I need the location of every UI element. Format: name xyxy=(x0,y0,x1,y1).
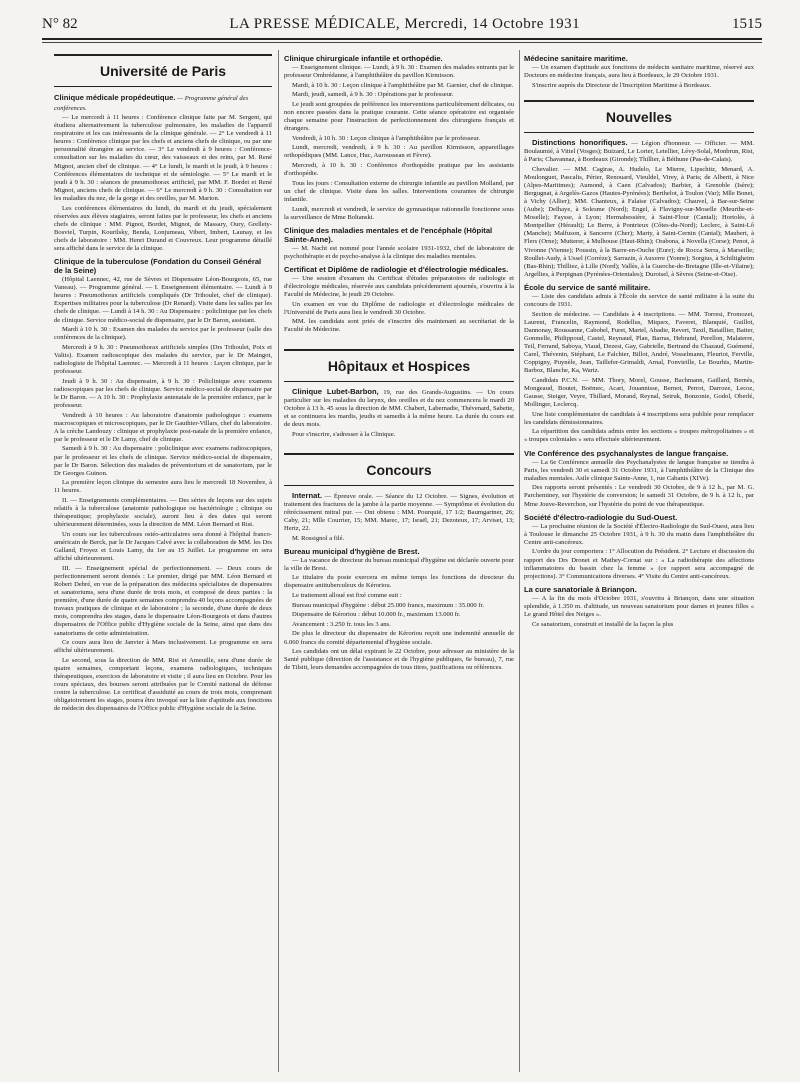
article-paragraph: — Une session d'examen du Certificat d'études préparatoires de radiologie et d'électrologie médicales, réservée aux candidats précédemment ajournés, s'ouvrira à la Faculté de Médecine, le jeudi 29 Octobre. xyxy=(284,274,514,299)
page-number: 1515 xyxy=(731,15,762,32)
article-paragraph: Candidats P.C.N. — MM. Thory, Morel, Gousse, Bachmann, Gaillard, Bernès, Mongeaud, Boutet, Boëmec, Acart, Jouannisse, Bernot, Perrot, Darroze, Lecoz, Gausse, Steiger, Veyre, Thillard, Morand, Reynal, Setruk, Bonzonie, Godol, Oberlé, Mollinger, Leclercq. xyxy=(524,376,754,409)
article-paragraph: — La vacance de directeur du bureau municipal d'hygiène est déclarée ouverte pour la ville de Brest. xyxy=(284,556,514,572)
article-paragraph: Clinique Lubet-Barbon, 19, rue des Grands-Augustins. — Un cours particulier sur les maladies du larynx, des oreilles et du nez commencera le mardi 20 Octobre à 13 h. 45 sous la direction de MM. Chabert, Labernadie, Thévenard, Sabette, et se continuera les mardis, jeudis et samedis à la même heure. La durée du cours est de deux mois. xyxy=(284,386,514,428)
article-paragraph: Ce cours aura lieu de Janvier à Mars inclusivement. Le programme en sera affiché ultérieurement. xyxy=(54,639,272,655)
article-paragraph: Le second, sous la direction de MM. Rist et Ameuille, sera d'une durée de quatre semaines, comportant leçons, examens radiologiques, techniques thérapeutiques, exercices de laboratoire et visite ; il aura lieu en Octobre. Pour les cours spéciaux, des bourses seront attribuées par le Comité national de défense contre la tuberculose. Le certificat d'assiduité au cours de trois mois, comprenant obligatoirement les stages, pourra être invoqué sur la liste d'aptitude aux fonctions de médecin des dispensaires de l'Office public d'Hygiène sociale de la Seine. xyxy=(54,656,272,713)
article-paragraph: Le traitement alloué est fixé comme suit : xyxy=(292,592,402,600)
article-paragraph: Lundi, mercredi et vendredi, le service de gymnastique rationnelle fonctionne sous la surveillance de Mme Boltanski. xyxy=(284,205,514,221)
article-paragraph: — Liste des candidats admis à l'École du service de santé militaire à la suite du concours de 1931. xyxy=(524,292,754,308)
article-heading: Société d'électro-radiologie du Sud-Ouest. xyxy=(524,512,678,522)
issue-number: N° 82 xyxy=(42,15,78,32)
article-heading: Clinique médicale propédeutique. — Programme général des conférences. xyxy=(54,93,249,112)
article-paragraph: L'ordre du jour comportera : 1° Allocution du Président. 2° Lecture et discussion du rapport des Drs Dronet et Mathey-Cornat sur : « La radiothérapie des affections inflammatoires du bassin chez la femme » (ce rapport sera accompagné de projections). 3° Communications diverses. 4° Visite du Centre anti-cancéreux. xyxy=(524,548,754,580)
article-paragraph: Des rapports seront présentés : Le vendredi 30 Octobre, de 9 à 12 h., par M. G. Parcheminey, sur l'hystérie de conversion; le samedi 31 Octobre, de 9 h. à 12 h., par Mme Jouve-Reverchon, sur l'hystérie du point de vue thérapeutique. xyxy=(524,484,754,508)
article-paragraph: (Hôpital Laennec, 42, rue de Sèvres et Dispensaire Léon-Bourgeois, 65, rue Vaneau). — Programme général. — I. Enseignement élémentaire. — Lundi à 9 heures : Pneumothorax artificiels compliqués (Dr Trihoulet, chef de clinique). Expertises militaires pour la tuberculose (Dr Renard). Visite dans les salles par les chefs de clinique. — Lundi à 14 h. 30 : Au Dispensaire : policlinique par les chefs de clinique. Service médico-social de dispensaire, par le Dr Baron, assistant. xyxy=(54,276,272,324)
article-paragraph: Tous les jours : Consultation externe de chirurgie infantile au pavillon Molland, par un chef de clinique. Visite dans les salles. Interventions courantes de chirurgie infantile. xyxy=(284,179,514,203)
journal-title: LA PRESSE MÉDICALE, Mercredi, 14 Octobre 1931 xyxy=(229,15,581,32)
section-rule xyxy=(54,86,272,87)
header-rule-thin xyxy=(42,42,762,43)
article-paragraph: — Le mercredi à 11 heures : Conférence clinique faite par M. Sergent, qui étudiera alternativement la tuberculose pulmonaire, les maladies de l'appareil respiratoire et les cas intéressants de la clinique générale. — 2° Le vendredi à 11 heures : Conférence clinique par les chefs et anciens chefs de clinique, ou par une personnalité étrangère au service. — 3° Le vendredi à 9 heures : Conférence-consultation sur les maladies du cœur, des vaisseaux et des reins, par M. René Mignot, ancien chef de clinique. — 4° Le lundi, le mardi et le jeudi, à 9 heures : Conférences élémentaires de technique et de sémiologie. — 5° Le mardi et le jeudi à 9 h. 30 : séances de pneumothorax artificiel, par MM. F. Bordet et René Mignot, anciens chefs de clinique. — 6° Le mercredi à 9 h. 30 : Consultation sur les maladies du nez, de la gorge et des oreilles, par M. Marion. xyxy=(54,114,272,202)
section-title-concours: Concours xyxy=(366,461,432,478)
article-heading: Clinique de la tuberculose (Fondation du Conseil Général de la Seine) xyxy=(54,257,262,276)
article-paragraph: Le titulaire du poste exercera en même temps les fonctions de directeur du dispensaire antituberculeux de Kéroriou. xyxy=(284,574,514,590)
article-paragraph: Bureau municipal d'hygiène : début 25.000 francs, maximum : 35.000 fr. xyxy=(292,601,485,609)
running-header xyxy=(42,12,762,36)
section-rule xyxy=(54,54,272,56)
article-paragraph: Mardi à 10 h. 30 : Examen des malades du service par le professeur (salle des conférences de la clinique). xyxy=(54,326,272,342)
article-paragraph: MM. les candidats sont priés de s'inscrire dès maintenant au secrétariat de la Faculté de Médecine. xyxy=(284,318,514,334)
article-paragraph: Mercredi à 9 h. 30 : Pneumothorax artificiels simples (Drs Trihoulet, Poix et Valtis). Examen radioscopique des malades du service, par le Dr Maingot, radiologiste de l'hôpital Laennec. — Mercredi à 11 heures : Leçon clinique, par le professeur. xyxy=(54,343,272,376)
article-paragraph: Un cours sur les tuberculoses ostéo-articulaires sera donné à l'hôpital franco-américain de Berck, par le Dr Jacques Calvé avec la collaboration de MM. les Drs Galland, Froyez et Louis Lamy, du 1er au 15 Juillet. Le programme en sera affiché ultérieurement. xyxy=(54,530,272,563)
header-rule xyxy=(42,38,762,40)
article-paragraph: Samedi à 9 h. 30 : Au dispensaire : policlinique avec examens radioscopiques, par le professeur et les chefs de clinique. Service médico-social de dispensaire, par le Dr Baron. Sélection des malades de préventorium et de sanatorium, par le Dr Georges Guinon. xyxy=(54,445,272,477)
article-paragraph: — A la fin du mois d'Octobre 1931, s'ouvrira à Briançon, dans une situation splendide, à 1.350 m. d'altitude, un nouveau sanatorium pour dames et jeunes filles « Le grand Hôtel des Neiges ». xyxy=(524,594,754,618)
column-3 xyxy=(524,50,754,1072)
article-heading: Clinique des maladies mentales et de l'encéphale (Hôpital Sainte-Anne). xyxy=(284,225,493,244)
article-paragraph: — La 6e Conférence annuelle des Psychanalystes de langue française se tiendra à Paris, les vendredi 30 et samedi 31 Octobre 1931, à l'amphithéâtre de la Clinique des maladies mentales. Asile clinique Sainte-Anne, 1, rue Cabanis (XIVe). xyxy=(524,458,754,482)
article-heading: Clinique chirurgicale infantile et orthopédie. xyxy=(284,54,443,63)
article-paragraph: Une liste complémentaire de candidats à 4 inscriptions sera publiée pour remplacer les candidats démissionnaires. xyxy=(524,410,754,426)
article-paragraph: Les conférences élémentaires du lundi, du mardi et du jeudi, spécialement réservées aux élèves stagiaires, seront faites par le professeur, les chefs et anciens chefs de clinique : MM. Pignot, Bordet, Mignot, de Massary, Oury, Grellety-Bosviel, Turpin, Kourilsky, Benda, Lonjumeau, Vibert, Imbert, Launay, et les chefs de laboratoire : MM. Henri Durand et Couvreux. Leur programme détaillé sera affiché dans le service de la clinique. xyxy=(54,204,272,252)
article-paragraph: Ce sanatorium, construit et installé de la façon la plus xyxy=(532,620,674,628)
article-paragraph: Internat. — Épreuve orale. — Séance du 12 Octobre. — Signes, évolution et traitement des fractures de la jambe à la partie moyenne. — Symptôme et évolution du rétrécissement mitral pur. — Ont obtenu : MM. Pourquié, 17 1/2; Baumgartner, 26; Caby, 21; Mlle Courrier, 15; MM. Marec, 17; Israël, 21; Dezoteux, 17; Arviset, 13; Hertz, 22. xyxy=(284,490,514,532)
article-paragraph: — Enseignement clinique. — Lundi, à 9 h. 30 : Examen des malades entrants par le professeur Ombrédanne, à l'amphithéâtre du pavillon Kirmisson. xyxy=(284,64,514,80)
column-divider xyxy=(278,50,279,1072)
article-heading: VIe Conférence des psychanalystes de langue française. xyxy=(524,448,729,458)
article-paragraph: Mercredi, à 10 h. 30 : Conférence d'orthopédie pratique par les assistants d'orthopédie. xyxy=(284,162,514,178)
section-rule xyxy=(284,453,514,455)
article-heading: Certificat et Diplôme de radiologie et d'électrologie médicales. xyxy=(284,264,509,274)
article-paragraph: Jeudi à 9 h. 30 : Au dispensaire, à 9 h. 30 : Policlinique avec examens radioscopiques par les chefs de clinique. Service médico-social de dispensaire par le Dr Baron. — A 10 h. 30 : Prophylaxie antenatale de la première enfance, par le professeur. xyxy=(54,377,272,409)
article-paragraph: Dispensaire de Kéroriou : début 10.000 fr., maximum 13.000 fr. xyxy=(292,611,461,619)
article-paragraph: Un examen en vue du Diplôme de radiologie et d'électrologie médicales de l'Université de Paris aura lieu le vendredi 30 Octobre. xyxy=(284,300,514,316)
section-rule xyxy=(284,349,514,351)
article-paragraph: S'inscrire auprès du Directeur de l'Inscription Maritime à Bordeaux. xyxy=(532,81,712,89)
article-paragraph: Lundi, mercredi, vendredi, à 9 h. 30 : Au pavillon Kirmisson, appareillages orthopédiques (MM. Lance, Huc, Auroussean et Fèvre). xyxy=(284,144,514,160)
article-heading: Bureau municipal d'hygiène de Brest. xyxy=(284,546,420,556)
article-heading: École du service de santé militaire. xyxy=(524,282,651,292)
section-rule xyxy=(284,381,514,382)
article-paragraph: Mardi, à 10 h. 30 : Leçon clinique à l'amphithéâtre par M. Garnier, chef de clinique. xyxy=(292,81,514,89)
article-paragraph: — La prochaine réunion de la Société d'Électro-Radiologie du Sud-Ouest, aura lieu à Toulouse le dimanche 25 Octobre 1931, à 9 h. 30 du matin dans l'amphithéâtre du Centre anti-cancéreux. xyxy=(524,522,754,546)
article-paragraph: Chevalier. — MM. Cagiras, A. Hudelo, Le Mierre, Lipschitz, Menard, A. Moulonguet, Pascalis, Périer, Renouard, Vieuldel, Virey, à Paris; de Alberti, à Nice (Alpes-Maritimes); Aumond, à Caen (Calvados); Barbier, à Grenoble (Isère); Bergugnat, à Argelès-Gazos (Hautes-Pyrénées); Berthelot, à Toulon (Var); Mlle Bonet, à Vichy (Allier); MM. Chanteux, à Falaise (Calvados); Chauvel, à Bar-sur-Seine (Aube); Delhaye, à Solesme (Nord); Engel, à Flavigny-sur-Moselle (Meurthe-et-Moselle); Faysse, à Lyon; Hermabessière, à Saint-Flour (Cantal); Hortolès, à Montpellier (Hérault); Le Berre, à Pontrieux (Côtes-du-Nord); Leclerc, à Saint-Lô (Manche); Malfuson, à Sancerre (Cher); Marty, à Saint-Cernin (Cantal); Maubert, à Flers (Orne); Mutterer, à Mulhouse (Haut-Rhin); Orabona, à Novella (Corse); Penot, à Vivonne (Vienne); Poussin, à la Barre-en-Ouche (Eure); de Rocca Serra, à Marseille; Roullet-Audy, à Ussel (Corrèze); Sarrazin, à Auxerre (Yonne); Sorgius, à Schiltigheim (Bas-Rhin); Thilliez, à Lille (Nord); Vallès, à la Guerche-de-Bretagne (Ille-et-Vilaine); Argellies, à Perpignan (Pyrénées-Orientales); Duroisel, à Sèvres (Seine-et-Oise). xyxy=(524,165,754,278)
section-title-universite: Université de Paris xyxy=(99,63,227,79)
section-rule xyxy=(524,100,754,102)
article-paragraph: Distinctions honorifiques. — Légion d'honneur. — Officier. — MM. Boulaumié, à Vittel (Vosges); Buizard, Le Lorier, Letellier, Lévy-Solal, Monbrun, Rist, à Paris; Chavannaz, à Bordeaux (Gironde); Thillier, à Béthune (Pas-de-Calais). xyxy=(524,137,754,163)
article-paragraph: La répartition des candidats admis entre les sections « troupes métropolitaines » et « troupes coloniales » sera effectuée ultérieurement. xyxy=(524,428,754,444)
article-paragraph: De plus le directeur du dispensaire de Kéroriou reçoit une indemnité annuelle de 6.060 francs du comité départemental d'hygiène sociale. xyxy=(284,630,514,646)
column-divider xyxy=(519,50,520,1072)
article-paragraph: Mardi, jeudi, samedi, à 9 h. 30 : Opérations par le professeur. xyxy=(292,91,454,99)
column-1 xyxy=(54,50,272,1072)
article-paragraph: Les candidats ont un délai expirant le 22 Octobre, pour adresser au ministère de la Santé publique (direction de l'assistance et de l'hygiène publiques, 6e bureau), 7, rue de Tilsitt, leurs demandes accompagnées de tous titres, justifications ou références. xyxy=(284,648,514,672)
section-rule xyxy=(524,132,754,133)
article-paragraph: M. Rossignol a filé. xyxy=(292,534,345,542)
article-paragraph: — M. Nacht est nommé pour l'année scolaire 1931-1932, chef de laboratoire de psychothérapie et de psycho-analyse à la clinique des maladies mentales. xyxy=(284,244,514,260)
column-2 xyxy=(284,50,514,1072)
article-heading: Médecine sanitaire maritime. xyxy=(524,54,628,63)
section-title-nouvelles: Nouvelles xyxy=(605,108,673,125)
article-paragraph: Le jeudi sont groupées de préférence les interventions particulièrement délicates, ou non encore passées dans la pratique courante. Cette séance opératoire est organisée chaque semaine pour l'instruction de perfectionnement des chirurgiens français et étrangers. xyxy=(284,100,514,133)
article-paragraph: Pour s'inscrire, s'adresser à la Clinique. xyxy=(292,430,396,438)
article-heading: La cure sanatoriale à Briançon. xyxy=(524,584,637,594)
article-paragraph: III. — Enseignement spécial de perfectionnement. — Deux cours de perfectionnement seront donnés : Le premier, dirigé par MM. Léon Bernard et Robert Debré, en vue de la préparation des médecins spécialistes de dispensaires et sanatoriums, sera d'une durée de trois mois, et composé de deux parties : la première, d'une durée de quatre semaines comprendra 40 leçons accompagnées de travaux pratiques de clinique et de laboratoire ; la seconde, d'une durée de deux mois, comprendra des stages, dans le dispensaire Léon-Bourgeois et dans d'autres dispensaires de l'Office public d'Hygiène sociale de la Seine, ainsi que dans des sanatoriums de cette administration. xyxy=(54,564,272,637)
article-paragraph: Avancement : 3.250 fr. tous les 3 ans. xyxy=(292,620,391,628)
article-paragraph: La première leçon clinique du semestre aura lieu le mercredi 18 Novembre, à 11 heures. xyxy=(54,479,272,495)
article-paragraph: Vendredi, à 10 h. 30 : Leçon clinique à l'amphithéâtre par le professeur. xyxy=(292,134,481,142)
article-paragraph: Section de médecine. — Candidats à 4 inscriptions. — MM. Torresi, Fromozet, Laurent, Francelin, Raymond, Rodellus, Miquex, Faveret, Blanquié, Guillot, Dannonay, Roussanne, Cabobel, Furet, Martel, Abadie, Revert, Taxil, Bataillier, Batier, Gonmelle, Philippoud, Castel, Reynaud, Plan, Barras, Hebrand, Perellon, Malaterre, Teil, Ferrand, Saboya, Viaud, Dezest, Gay, Gabrielle, Bertrand du Chazaud, Guémené, Carel, Thévenin, Stéphant, Le Falchier, Billot, André, Vosselmann, Fleuriot, Ferville, Coppigny, Puynèle, Jean, Taillefer-Grimaldi, Arnal, Fonvieille, Le Bourhis, Martin-Barboz, Blanche, Ka, Wartz. xyxy=(524,310,754,375)
article-paragraph: Vendredi à 10 heures : Au laboratoire d'anatomie pathologique : examens macroscopiques et microscopiques, par le Dr Gauthier-Villars, chef du laboratoire. A la crèche Landouzy : clinique et prophylaxie post-natale de la première enfance, par le professeur et le Dr Lamy, chef de clinique. xyxy=(54,411,272,443)
section-title-hopitaux: Hôpitaux et Hospices xyxy=(327,357,471,374)
article-paragraph: II. — Enseignements complémentaires. — Des séries de leçons sur des sujets relatifs à la tuberculose (anatomie pathologique ou bactériologie ; clinique ou thérapeutique; prophylaxie sociale), auront lieu à des dates qui seront ultérieurement déterminées, sous la direction de MM. Léon Bernard et Rist. xyxy=(54,497,272,529)
section-rule xyxy=(284,485,514,486)
article-paragraph: — Un examen d'aptitude aux fonctions de médecin sanitaire maritime, réservé aux Docteurs en médecine français, aura lieu à Bordeaux, le 29 Octobre 1931. xyxy=(524,64,754,80)
